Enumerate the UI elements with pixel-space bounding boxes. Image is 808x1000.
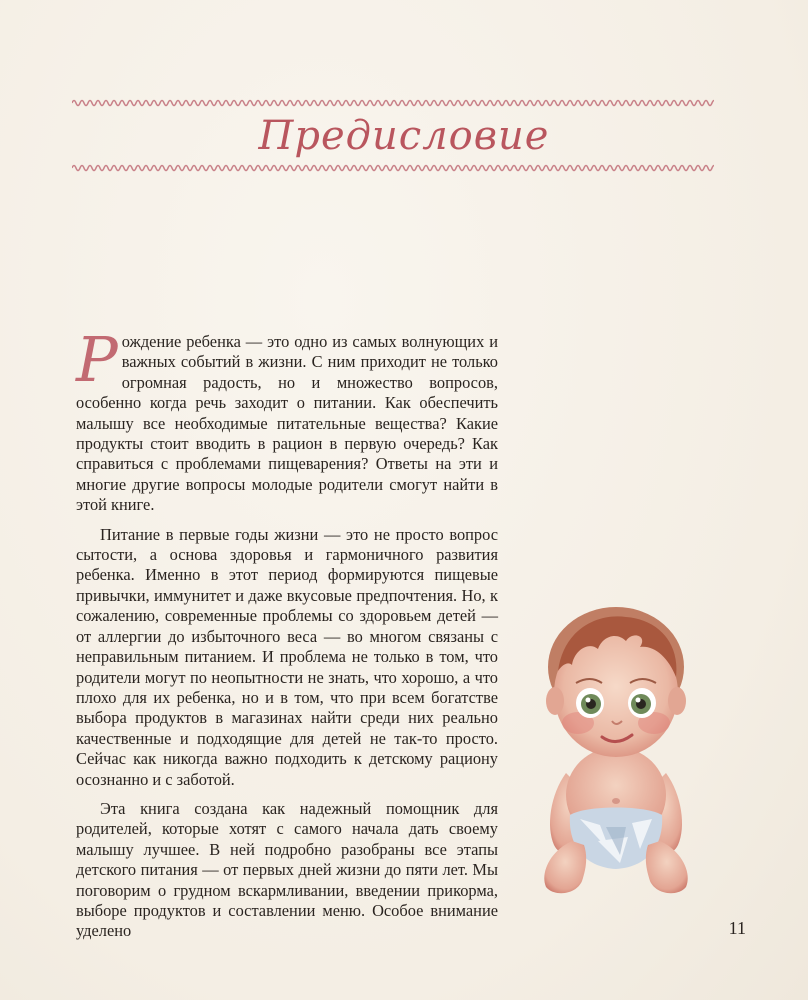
paragraph-1 bbox=[76, 323, 498, 516]
wavy-divider-bottom bbox=[72, 162, 714, 174]
page-number: 11 bbox=[728, 918, 746, 938]
baby-illustration bbox=[536, 605, 696, 897]
paragraph-3: Эта книга создана как надежный помощник для родителей, которые хотят с самого начала дать своему малышу лучшее. В ней подробно разобраны все этапы детского питания — от первых дней жизни до пяти лет. Мы поговорим о грудном вскармливании, введении прикорма, выборе продуктов и составлении меню. Особое внимание уделено bbox=[76, 798, 498, 941]
body-text bbox=[76, 323, 498, 942]
drop-cap: Р bbox=[76, 323, 118, 396]
paragraph-1-text: ождение ребенка — это одно из самых волнующих и важных событий в жизни. С ним приходит не только огромная радость, но и множество вопросов, особенно когда речь заходит о питании. Как обеспечить малышу все необходимые питательные вещества? Какие продукты стоит вводить в рацион в первую очередь? Как справиться с проблемами пищеварения? Ответы на эти и многие другие вопросы молодые родители смогут найти в этой книге. bbox=[76, 332, 498, 515]
paragraph-2: Питание в первые годы жизни — это не просто вопрос сытости, а основа здоровья и гармоничного развития ребенка. Именно в этот период формируются пищевые привычки, иммунитет и даже вкусовые предпочтения. Но, к сожалению, современные проблемы со здоровьем детей — от аллергии до избыточного веса — во многом связаны с неправильным питанием. И проблема не только в том, что родители могут по неопытности не знать, что хорошо, а что плохо для их ребенка, но и в том, что при всем богатстве выбора продуктов в магазинах найти среди них реально качественные и подходящие для детей не так-то просто. Сейчас как никогда важно подходить к детскому рациону осознанно и с заботой. bbox=[76, 524, 498, 789]
chapter-title: Предисловие bbox=[258, 113, 550, 159]
